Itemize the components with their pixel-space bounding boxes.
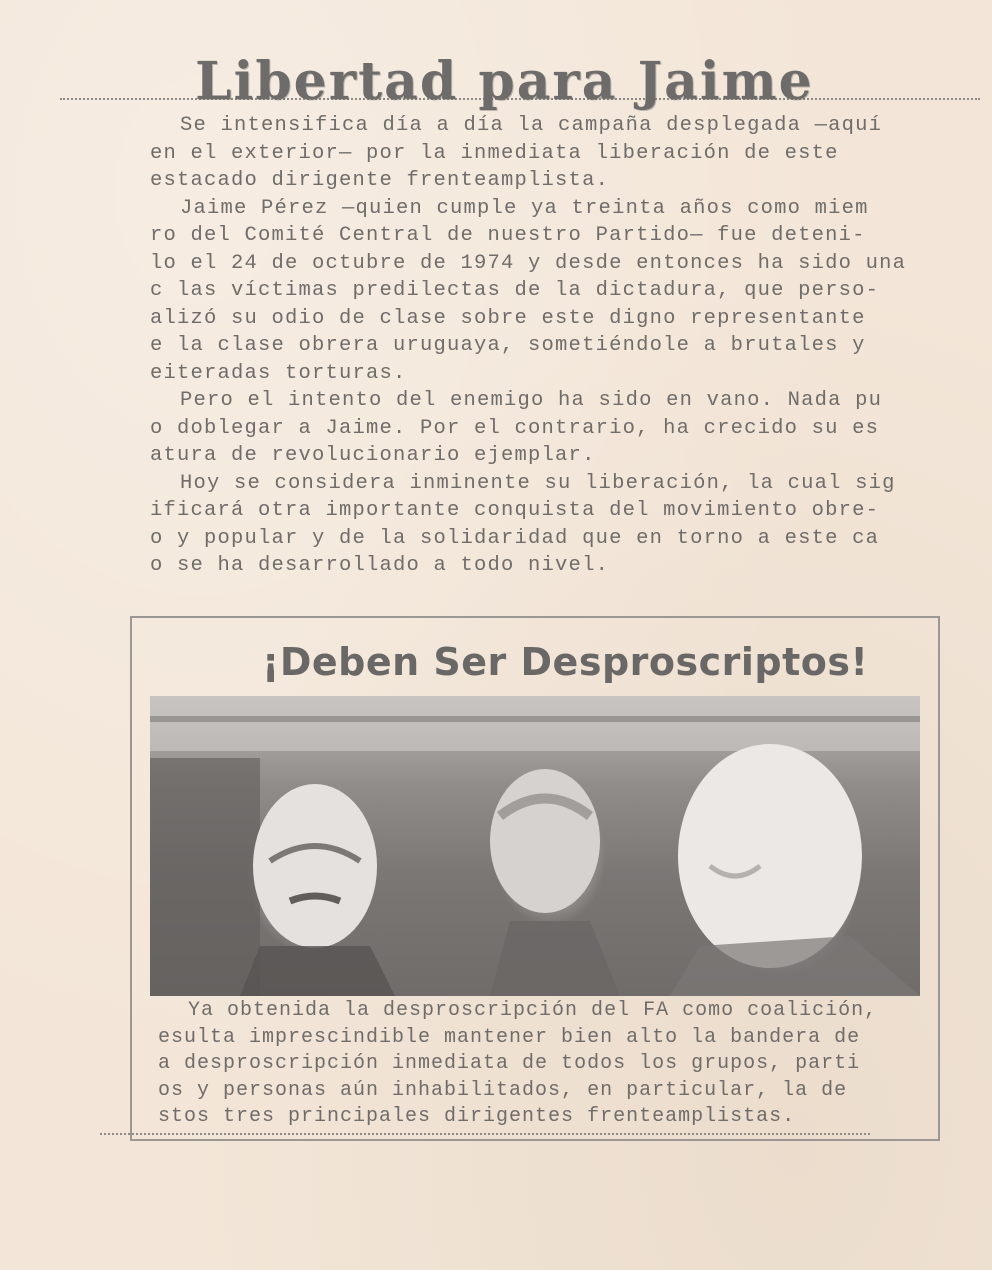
article-line: o doblegar a Jaime. Por el contrario, ha crecido su es: [150, 416, 880, 440]
article-line: eiteradas torturas.: [150, 361, 407, 385]
article-line: ro del Comité Central de nuestro Partido— fue deteni-: [150, 224, 866, 247]
caption-line: esulta imprescindible mantener bien alto la bandera de: [158, 1025, 861, 1049]
article-line: atura de revolucionario ejemplar.: [150, 444, 596, 467]
article-line: estacado dirigente frenteamplista.: [150, 169, 610, 192]
article-line: lo el 24 de octubre de 1974 y desde entonces ha sido una: [150, 251, 907, 275]
clipping-caption: [158, 998, 938, 1131]
article-line: o y popular y de la solidaridad que en torno a este ca: [150, 526, 880, 550]
leaders-photo: [150, 696, 920, 996]
caption-line: Ya obtenida la desproscripción del FA como coalición,: [188, 999, 878, 1022]
article-line: alizó su odio de clase sobre este digno representante: [150, 306, 866, 330]
clipping-title: ¡Deben Ser Desproscriptos!: [262, 640, 869, 684]
caption-line: stos tres principales dirigentes frenteamplistas.: [158, 1105, 796, 1128]
article-body: [150, 112, 970, 580]
caption-line: os y personas aún inhabilitados, en particular, la de: [158, 1078, 848, 1102]
article-line: ificará otra importante conquista del movimiento obre-: [150, 499, 880, 522]
article-line: Hoy se considera inminente su liberación, la cual sig: [180, 471, 896, 495]
article-line: Jaime Pérez —quien cumple ya treinta años como miem: [180, 196, 869, 220]
article-line: en el exterior— por la inmediata liberación de este: [150, 141, 839, 165]
bottom-rule: [100, 1133, 870, 1135]
photo-illustration: [150, 696, 920, 996]
article-line: Pero el intento del enemigo ha sido en vano. Nada pu: [180, 389, 883, 412]
article-line: e la clase obrera uruguaya, sometiéndole a brutales y: [150, 334, 866, 357]
caption-line: a desproscripción inmediata de todos los grupos, parti: [158, 1052, 861, 1075]
article-line: c las víctimas predilectas de la dictadura, que perso-: [150, 279, 880, 302]
clipping-box: [130, 616, 940, 1141]
article-line: o se ha desarrollado a todo nivel.: [150, 554, 610, 577]
article-line: Se intensifica día a día la campaña desplegada —aquí: [180, 114, 883, 137]
headline: Libertad para Jaime: [195, 51, 814, 112]
